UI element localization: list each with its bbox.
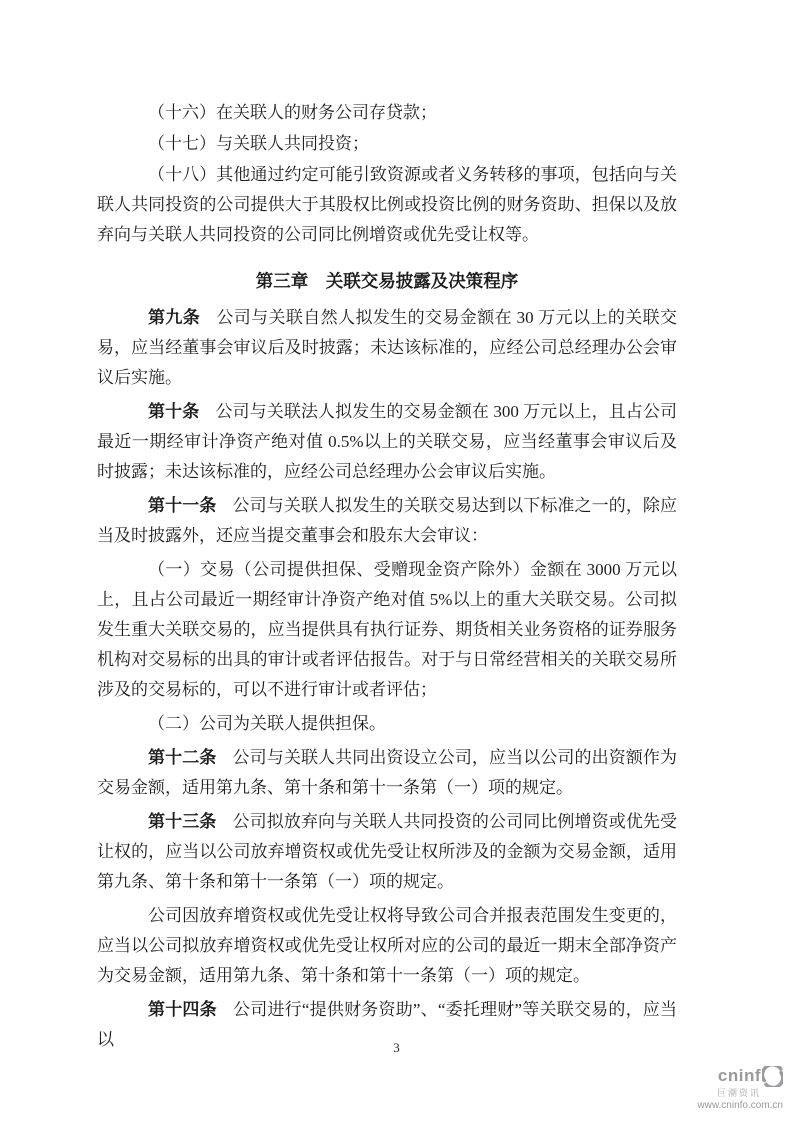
article-12-number: 第十二条 bbox=[148, 748, 217, 767]
article-13-continuation: 公司因放弃增资权或优先受让权将导致公司合并报表范围发生变更的，应当以公司拟放弃增资权或优先受让权所对应的公司的最近一期末全部净资产为交易金额，适用第九条、第十条和第十一条第（一）项的规定。 bbox=[97, 906, 677, 985]
cninfo-logo bbox=[678, 1064, 783, 1112]
cninfo-chinese-name: 巨潮资讯 bbox=[716, 1088, 761, 1098]
article-9-number: 第九条 bbox=[148, 308, 201, 327]
article-12 bbox=[97, 743, 677, 803]
page-number: 3 bbox=[393, 1040, 400, 1055]
article-9-text: 公司与关联自然人拟发生的交易金额在 30 万元以上的关联交易，应当经董事会审议后及时披露；未达该标准的，应经公司总经理办公会审议后实施。 bbox=[97, 308, 678, 387]
list-item-18: （十八）其他通过约定可能引致资源或者义务转移的事项，包括向与关联人共同投资的公司提供大于其股权比例或投资比例的财务资助、担保以及放弃向与关联人共同投资的公司同比例增资或优先受让权等。 bbox=[97, 165, 677, 244]
article-11-clause-1: （一）交易（公司提供担保、受赠现金资产除外）金额在 3000 万元以上，且占公司最近一期经审计净资产绝对值 5%以上的重大关联交易。公司拟发生重大关联交易的，应当提供具有执行证券、期货相关业务资格的证券服务机构对交易标的出具的审计或者评估报告。对于与日常经营相关的关联交易所涉及的交易标的，可以不进行审计或者评估； bbox=[97, 560, 677, 699]
list-item-17: （十七）与关联人共同投资； bbox=[148, 134, 369, 153]
article-14-number: 第十四条 bbox=[148, 1000, 217, 1019]
article-11-number: 第十一条 bbox=[148, 496, 217, 515]
chapter-heading: 第三章 关联交易披露及决策程序 bbox=[255, 271, 519, 291]
article-13-number: 第十三条 bbox=[148, 812, 217, 831]
cninfo-logo-row bbox=[678, 1064, 783, 1088]
list-item-16: （十六）在关联人的财务公司存贷款； bbox=[148, 103, 437, 122]
article-13-text: 公司拟放弃向与关联人共同投资的公司同比例增资或优先受让权的，应当以公司放弃增资权或优先受让权所涉及的金额为交易金额，适用第九条、第十条和第十一条第（一）项的规定。 bbox=[97, 812, 678, 891]
article-14-text: 公司进行“提供财务资助”、“委托理财”等关联交易的，应当以 bbox=[97, 1000, 678, 1049]
article-11-clause-2: （二）公司为关联人提供担保。 bbox=[148, 714, 386, 733]
article-12-text: 公司与关联人共同出资设立公司，应当以公司的出资额作为交易金额，适用第九条、第十条和第十一条第（一）项的规定。 bbox=[97, 748, 678, 797]
article-10-text: 公司与关联法人拟发生的交易金额在 300 万元以上，且占公司最近一期经审计净资产绝对值 0.5%以上的关联交易，应当经董事会审议后及时披露；未达该标准的，应经公司总经理办公会审议后实施。 bbox=[97, 402, 677, 481]
article-9 bbox=[97, 303, 677, 393]
cninfo-url: www.cninfo.com.cn bbox=[697, 1100, 783, 1111]
document-body bbox=[97, 98, 677, 1059]
article-11-text: 公司与关联人拟发生的关联交易达到以下标准之一的，除应当及时披露外，还应当提交董事会和股东大会审议： bbox=[97, 496, 678, 545]
cninfo-swirl-icon bbox=[762, 1066, 783, 1087]
article-13 bbox=[97, 807, 677, 897]
cninfo-brand-text: cninf bbox=[717, 1066, 761, 1085]
article-10-number: 第十条 bbox=[148, 402, 200, 421]
article-11 bbox=[97, 491, 677, 551]
article-10 bbox=[97, 397, 677, 487]
